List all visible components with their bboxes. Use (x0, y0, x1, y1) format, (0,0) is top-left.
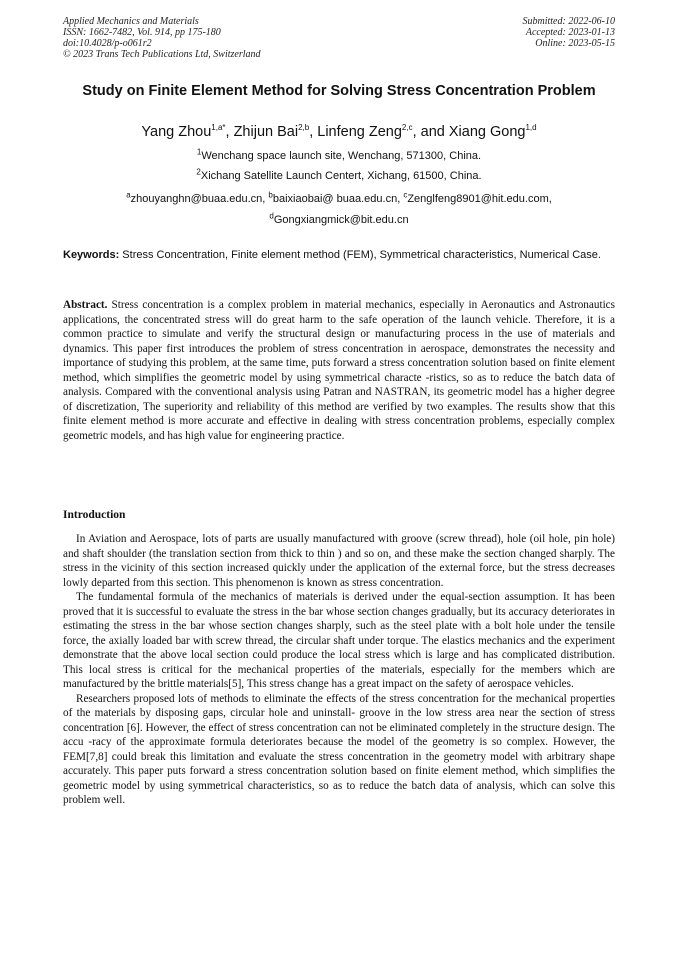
email-superscript: c (403, 190, 408, 200)
email-line-2 (63, 211, 615, 227)
email-superscript: b (268, 190, 273, 200)
email-superscript: d (269, 211, 274, 221)
author-superscript: 1,d (525, 123, 537, 133)
author-name: Yang Zhou (141, 124, 212, 140)
online-date: Online: 2023-05-15 (535, 38, 615, 49)
body-paragraph: The fundamental formula of the mechanics of materials is derived under the equal-section assumption. It has been proved that it is successful to evaluate the stress in the bar whose section changes gradually, but its accuracy deteriorates in estimating the stress in the bar whose section changes sharply, such as the steel plate with a bolt hole under the tensile force, the axially loaded bar with screw thread, the circular shaft under torque. The elastics mechanics and the experiment demonstrate that the above local section could produce the local stress which is large and has complicated distribution. This local stress is critical for the mechanical properties of the materials, especially for the members which are manufactured by the brittle materials[5], This stress change has a great impact on the safety of aerospace vehicles. (63, 591, 615, 690)
email-address[interactable]: Zenglfeng8901@hit.edu.com, (407, 193, 552, 205)
affiliation-text: Wenchang space launch site, Wenchang, 571300, China. (201, 150, 482, 162)
introduction-heading: Introduction (63, 509, 126, 521)
keywords-label: Keywords: (63, 249, 120, 261)
publication-dates (523, 16, 616, 49)
abstract-label: Abstract. (63, 299, 108, 311)
author-separator: , (225, 124, 234, 140)
body-paragraph: In Aviation and Aerospace, lots of parts are usually manufactured with groove (screw thread), hole (oil hole, pin hole) and shaft shoulder (the translation section from thick to thin ) and so on, and these make the section changed sharply. The stress in the vicinity of this section increased quickly under the application of the external force, but the stress decreases lowly departed from this section. This phenomenon is known as stress concentration. (63, 533, 615, 589)
abstract-section (63, 298, 615, 443)
affiliation-superscript: 2 (196, 167, 201, 177)
email-address[interactable]: Gongxiangmick@bit.edu.cn (273, 214, 409, 226)
author-separator: , (309, 124, 318, 140)
author-name: Xiang Gong (448, 124, 526, 140)
submitted-date: Submitted: 2022-06-10 (522, 16, 615, 27)
email-superscript: a (126, 190, 131, 200)
journal-info (63, 16, 261, 60)
introduction-body (63, 532, 615, 808)
accepted-date: Accepted: 2023-01-13 (525, 27, 615, 38)
keywords-text: Stress Concentration, Finite element method (FEM), Symmetrical characteristics, Numerical Case. (119, 249, 601, 261)
author-superscript: 2,c (401, 123, 413, 133)
keywords-section (63, 249, 615, 263)
affiliation-2 (63, 167, 615, 183)
author-superscript: 2,b (298, 123, 310, 133)
email-address[interactable]: baixiaobai@ buaa.edu.cn, (272, 193, 404, 205)
author-separator: , and (412, 124, 449, 140)
email-address[interactable]: zhouyanghn@buaa.edu.cn, (130, 193, 269, 205)
body-paragraph: Researchers proposed lots of methods to eliminate the effects of the stress concentration for the mechanical properties of the materials by disposing gaps, circular hole and uninstall- groove in the low stress area near the section of stress concentration [6]. However, the effect of stress concentration can not be eliminated completely in the structure design. The accu -racy of the approximate formula deteriorates because the model of the geometry is so complex. However, the FEM[7,8] could break this limitation and evaluate the stress concentration in the geometry model with arbitrary shape accurately. This paper puts forward a stress concentration solution based on finite element method, which simplifies the geometric model by using symmetrical characteristics, so as to reduce the batch data of analysis, which can solve this problem well. (63, 692, 615, 806)
affiliation-1 (63, 147, 615, 163)
author-list (63, 123, 615, 141)
author-name: Linfeng Zeng (317, 124, 402, 140)
issn-line: ISSN: 1662-7482, Vol. 914, pp 175-180 (63, 27, 221, 38)
doi-line: doi:10.4028/p-o061r2 (63, 38, 152, 49)
paper-title: Study on Finite Element Method for Solving Stress Concentration Problem (82, 83, 596, 99)
abstract-text: Stress concentration is a complex problem in material mechanics, especially in Aeronautics and Astronautics applications, the concentrated stress will do great harm to the safe operation of the launch vehicle. Therefore, it is a common practice to simulate and verify the structural design or manufacturing process in the use of materials and dynamics. This paper first introduces the problem of stress concentration in aerospace, demonstrates the necessity and importance of studying this problem, at the same time, puts forward a stress concentration solution based on finite element method, which simplifies the geometric model by using symmetrical characte -ristics, so as to reduce the batch data of analysis. Compared with the conventional analysis using Patran and NASTRAN, its geometric model has a higher degree of discretization, The superiority and reliability of this method are verified by two examples. The results show that this finite element method is more accurate and effective in dealing with stress concentration problems, especially complex geometric models, and has high value for engineering practice. (63, 299, 615, 442)
journal-name: Applied Mechanics and Materials (63, 16, 199, 27)
email-line-1 (63, 190, 615, 206)
author-name: Zhijun Bai (233, 124, 299, 140)
author-superscript: 1,a* (211, 123, 226, 133)
affiliation-text: Xichang Satellite Launch Centert, Xichang, 61500, China. (200, 170, 482, 182)
copyright-line: © 2023 Trans Tech Publications Ltd, Switzerland (63, 49, 261, 60)
affiliation-superscript: 1 (196, 147, 202, 157)
